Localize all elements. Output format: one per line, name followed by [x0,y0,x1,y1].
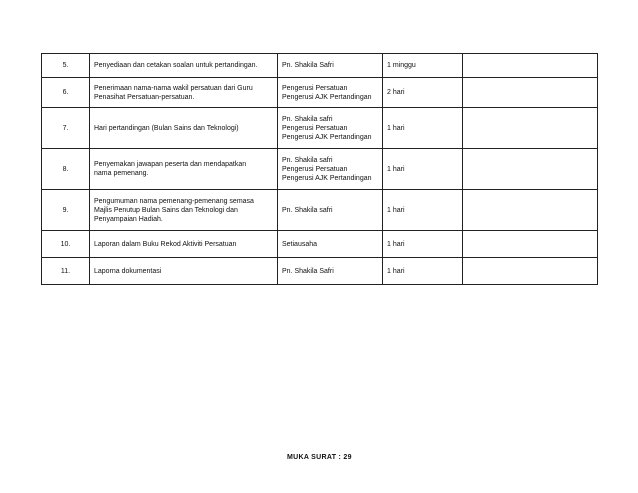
table-row [42,190,598,231]
notes-cell [463,108,598,149]
table-row [42,231,598,258]
person-cell: Pn. Shakila safri [278,190,383,231]
schedule-table [41,53,598,285]
row-number: 8. [42,149,90,190]
table-row [42,54,598,78]
notes-cell [463,231,598,258]
activity-cell: Penyediaan dan cetakan soalan untuk pertandingan. [90,54,278,78]
duration-cell: 1 hari [383,108,463,149]
duration-cell: 2 hari [383,78,463,108]
person-cell: Pn. Shakila safri Pengerusi Persatuan Pengerusi AJK Pertandingan [278,149,383,190]
person-cell: Pn. Shakila safri Pengerusi Persatuan Pengerusi AJK Pertandingan [278,108,383,149]
page-number: MUKA SURAT : 29 [287,454,352,461]
notes-cell [463,149,598,190]
notes-cell [463,78,598,108]
row-number: 11. [42,258,90,285]
person-cell: Pn. Shakila Safri [278,258,383,285]
notes-cell [463,190,598,231]
notes-cell [463,258,598,285]
duration-cell: 1 minggu [383,54,463,78]
table-row [42,149,598,190]
person-cell: Pengerusi Persatuan Pengerusi AJK Pertandingan [278,78,383,108]
activity-cell: Hari pertandingan (Bulan Sains dan Teknologi) [90,108,278,149]
duration-cell: 1 hari [383,258,463,285]
row-number: 6. [42,78,90,108]
row-number: 5. [42,54,90,78]
table-row [42,108,598,149]
duration-cell: 1 hari [383,149,463,190]
notes-cell [463,54,598,78]
person-cell: Pn. Shakila Safri [278,54,383,78]
activity-cell: Laporna dokumentasi [90,258,278,285]
row-number: 9. [42,190,90,231]
duration-cell: 1 hari [383,231,463,258]
row-number: 7. [42,108,90,149]
duration-cell: 1 hari [383,190,463,231]
table-row [42,258,598,285]
table-row [42,78,598,108]
person-cell: Setiausaha [278,231,383,258]
activity-cell: Penerimaan nama-nama wakil persatuan dari Guru Penasihat Persatuan-persatuan. [90,78,278,108]
activity-cell: Laporan dalam Buku Rekod Aktiviti Persatuan [90,231,278,258]
activity-cell: Penyemakan jawapan peserta dan mendapatkan nama pemenang. [90,149,278,190]
row-number: 10. [42,231,90,258]
activity-cell: Pengumuman nama pemenang-pemenang semasa Majlis Penutup Bulan Sains dan Teknologi dan Penyampaian Hadiah. [90,190,278,231]
